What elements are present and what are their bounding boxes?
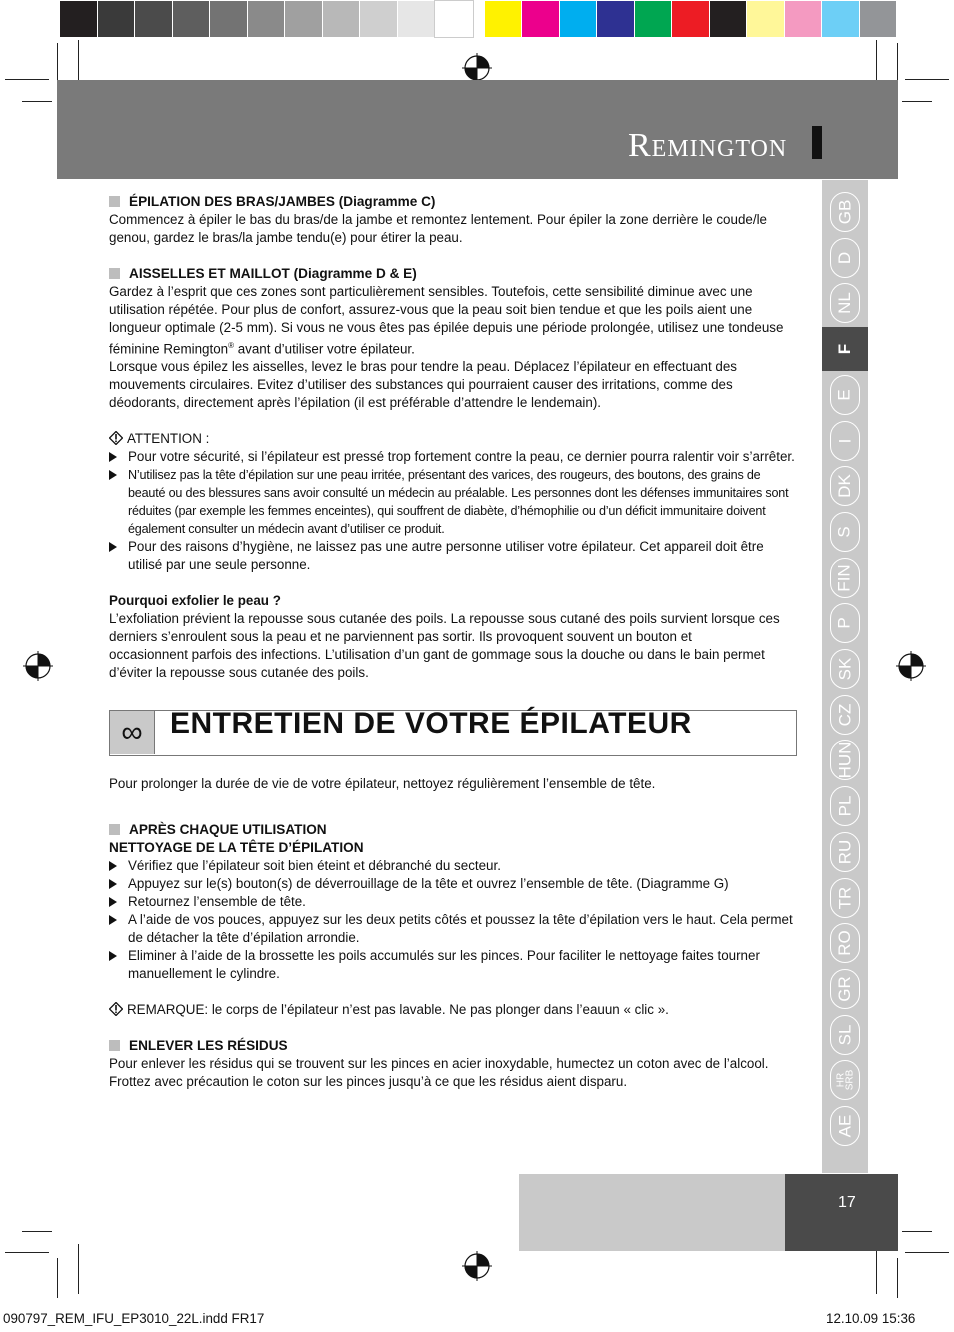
paragraph: Pour prolonger la durée de vie de votre épilateur, nettoyez régulièrement l’ensemble de tête. [109,776,656,792]
remark [109,1001,801,1019]
list-item: Vérifiez que l’épilateur soit bien éteint et débranché du secteur. [109,857,801,875]
language-code: TR [834,886,854,909]
language-tab-tr[interactable] [822,876,868,920]
exfoliation-title: Pourquoi exfolier le peau ? [109,593,281,609]
language-code: D [835,251,854,264]
maintenance-title-box [109,707,797,756]
language-code: GR [835,976,854,1002]
color-swatch [860,1,898,37]
paragraph: Lorsque vous épilez les aisselles, levez le bras pour tendre la peau. Déplacez l’épilateur en effectuant des mouvements circulaires. Evitez d’utiliser des substances qui pourraient causer des irritations, comme des déodorants, directement après l’épilation (il est préférable d’attendre le lendemain). [109,359,738,411]
paragraph: occasionnent parfois des infections. L’utilisation d’un gant de gommage sous la douche ou dans le bain permet d’éviter la repousse sous cutanée des poils. [109,647,765,681]
language-code: PL [834,795,854,817]
language-code: FIN [834,563,854,592]
language-code: NL [834,292,854,315]
crop-mark [897,1258,898,1298]
tab-ring [830,649,860,689]
tab-ring [830,558,860,598]
language-code: P [835,617,854,629]
brand-logo: Remington [628,127,788,164]
registration-mark-icon [462,53,492,83]
tab-ring [830,878,860,918]
crop-mark [876,1244,877,1294]
language-tabs [822,180,868,1173]
registration-mark-icon [462,1251,492,1281]
language-tab-dk[interactable] [822,464,868,508]
color-swatch [560,1,598,37]
color-swatch [285,1,323,37]
list-item: Appuyez sur le(s) bouton(s) de déverrouillage de la tête et ouvrez l’ensemble de tête. (Diagramme G) [109,875,801,893]
footer-block [519,1174,785,1251]
list-item: Pour des raisons d’hygiène, ne laissez pas une autre personne utiliser votre épilateur. Cet appareil doit être utilisé par une seule personne. [109,538,801,574]
language-tab-p[interactable] [822,601,868,645]
tab-ring [830,329,860,369]
language-tab-fin[interactable] [822,556,868,600]
language-code: HR SRB [835,1070,855,1091]
crop-mark [905,1252,949,1253]
language-tab-sl[interactable] [822,1013,868,1057]
language-code: DK [835,474,854,498]
language-code: SL [834,1024,854,1045]
crop-mark [22,1231,52,1232]
color-swatch [60,1,98,37]
language-tab-gr[interactable] [822,967,868,1011]
language-code: I [834,438,854,443]
color-swatch [248,1,286,37]
section-title-after-use: APRÈS CHAQUE UTILISATION [109,821,801,839]
tab-ring [830,603,860,643]
tab-ring [830,283,860,323]
color-swatch [747,1,785,37]
crop-mark [902,101,932,102]
language-code: RO [835,930,854,956]
language-tab-e[interactable] [822,373,868,417]
brand-bar [812,126,822,159]
color-swatch [435,1,473,37]
list-item: Eliminer à l’aide de la brossette les poils accumulés sur les pinces. Pour faciliter le nettoyage faites tourner manuellement le cylindre. [109,947,801,983]
tab-ring [830,192,860,232]
section-title-residue: ENLEVER LES RÉSIDUS [109,1037,801,1055]
crop-mark [5,1252,49,1253]
crop-mark [902,1231,932,1232]
tab-ring [830,512,860,552]
print-date: 12.10.09 15:36 [826,1311,916,1326]
color-swatch [672,1,710,37]
file-info: 090797_REM_IFU_EP3010_22L.indd FR17 [3,1311,265,1326]
language-tab-sk[interactable] [822,647,868,691]
language-tab-ae[interactable] [822,1104,868,1148]
language-tab-nl[interactable] [822,281,868,325]
language-tab-pl[interactable] [822,784,868,828]
paragraph: Commencez à épiler le bas du bras/de la jambe et remontez lentement. Pour épiler la zone derrière le coude/le genou, gardez le bras/la jambe tendu(e) pour étirer la peau. [109,212,767,245]
tab-ring [830,1060,860,1100]
attention-heading [109,430,801,448]
tab-ring [830,740,860,780]
color-swatch [597,1,635,37]
list-item: A l’aide de vos pouces, appuyez sur les deux petits côtés et poussez la tête d’épilation vers le haut. Cela permet de détacher la tête d’épilation arrondie. [109,911,801,947]
language-code: S [835,526,854,538]
tab-ring [830,238,860,278]
list-item: N’utilisez pas la tête d’épilation sur une peau irritée, présentant des varices, des rougeurs, des boutons, des grains de beauté ou des blessures sans avoir consulté un médecin au préalable. Les personnes dont les défenses immunitaires sont réduites (par exemple les femmes enceintes), qui souffrent de diabète, d’hémophilie ou d’un déficit immunitaire doivent également consulter un médecin avant d’utiliser ce produit. [109,466,801,538]
page-number-block [785,1174,898,1251]
language-code: RU [835,839,854,865]
tab-ring [830,969,860,1009]
language-tab-ru[interactable] [822,830,868,874]
language-tab-hr-srb[interactable] [822,1058,868,1102]
language-code: E [835,389,854,401]
color-swatch [398,1,436,37]
crop-mark [905,79,949,80]
crop-mark [57,1258,58,1298]
color-swatch [360,1,398,37]
registration-mark-icon [23,651,53,681]
tab-ring [830,421,860,461]
crop-mark [57,43,58,83]
tab-ring [830,1015,860,1055]
language-code: HUN [835,741,854,779]
color-swatch [485,1,523,37]
color-swatch [522,1,560,37]
language-code: F [834,343,854,355]
color-swatch [135,1,173,37]
color-swatch [210,1,248,37]
list-item: Retournez l’ensemble de tête. [109,893,801,911]
language-tab-cz[interactable] [822,693,868,737]
warning-icon [109,431,123,445]
color-swatch [173,1,211,37]
warning-icon [109,1002,123,1016]
crop-mark [22,101,52,102]
tab-ring [830,375,860,415]
tab-ring [830,832,860,872]
section-title-arms-legs: ÉPILATION DES BRAS/JAMBES (Diagramme C) [109,193,801,211]
registration-mark-icon [896,651,926,681]
tab-ring [830,1106,860,1146]
infinity-icon: ∞ [110,711,155,754]
tab-ring [830,466,860,506]
paragraph: Gardez à l’esprit que ces zones sont particulièrement sensibles. Toutefois, cette sensibilité diminue avec une utilisation répétée. Pour plus de confort, assurez-vous que la peau soit bien tendue et que les poils aient une longueur optimale (2-5 mm). Si vous ne vous êtes pas épilée depuis une période prolongée, utilisez une tondeuse féminine Remington® avant d’utiliser votre épilateur. [109,284,784,357]
page-title: ENTRETIEN DE VOTRE ÉPILATEUR [170,707,692,741]
crop-mark [78,1244,79,1294]
attention-label: ATTENTION : [127,431,210,447]
language-code: GB [835,199,854,225]
crop-mark [5,79,49,80]
tab-ring [830,923,860,963]
section-title-cleaning: NETTOYAGE DE LA TÊTE D’ÉPILATION [109,840,364,856]
language-code: AE [835,1114,854,1138]
color-swatch [785,1,823,37]
color-swatch [635,1,673,37]
language-tab-ro[interactable] [822,921,868,965]
page-number: 17 [838,1194,856,1211]
language-tab-f[interactable] [822,327,868,371]
tab-ring [830,695,860,735]
paragraph: Pour enlever les résidus qui se trouvent sur les pinces en acier inoxydable, humectez un coton avec de l’alcool. Frottez avec précaution le coton sur les pinces jusqu’à ce que les résidus aient disparu. [109,1056,769,1090]
section-title-underarm-bikini: AISSELLES ET MAILLOT (Diagramme D & E) [109,265,801,283]
language-tab-s[interactable] [822,510,868,554]
color-calibration-bar [60,1,897,37]
page-content [109,193,801,1091]
language-code: CZ [834,703,854,727]
crop-mark [897,43,898,83]
swatch-gap [473,1,485,37]
language-tab-hun[interactable] [822,738,868,782]
language-code: SK [835,657,854,681]
paragraph: L’exfoliation prévient la repousse sous cutanée des poils. La repousse sous cutané des poils survient lorsque ces derniers s’enroulent sous la peau et ne parviennent pas sortir. Ils provoquent souvent un bouton et [109,611,780,645]
remark-text: REMARQUE: le corps de l’épilateur n’est pas lavable. Ne pas plonger dans l’eauun « clic ». [127,1002,669,1018]
color-swatch [822,1,860,37]
list-item: Pour votre sécurité, si l’épilateur est pressé trop fortement contre la peau, ce dernier pourra ralentir voir s’arrêter. [109,448,801,466]
color-swatch [323,1,361,37]
language-tab-gb[interactable] [822,190,868,234]
language-tab-d[interactable] [822,236,868,280]
language-tab-i[interactable] [822,419,868,463]
color-swatch [710,1,748,37]
color-swatch [98,1,136,37]
tab-ring [830,786,860,826]
